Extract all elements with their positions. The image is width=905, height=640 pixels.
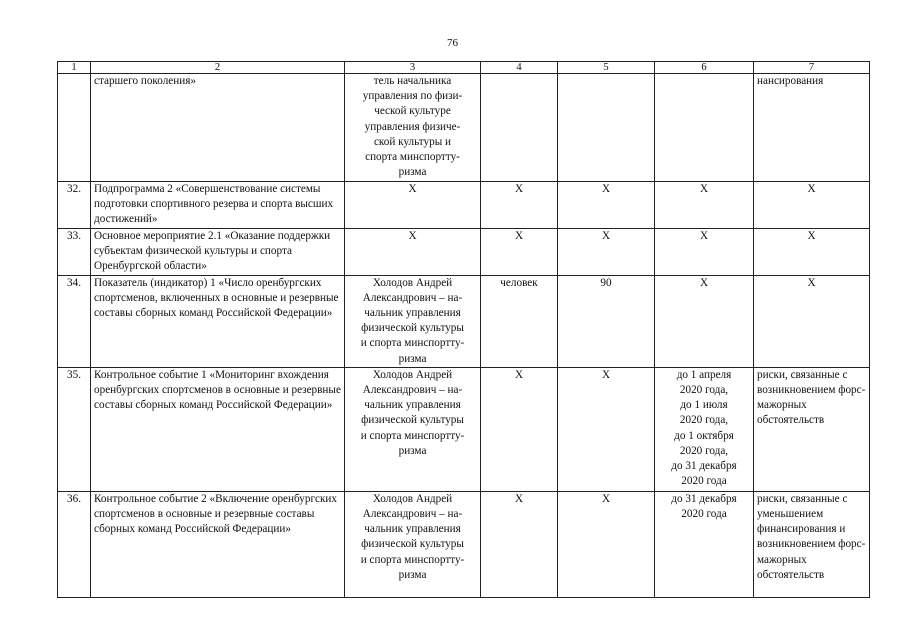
responsible-person: Х [345, 229, 481, 276]
column-header: 6 [655, 62, 754, 74]
deadline-cell: до 31 декабря 2020 года [655, 491, 754, 597]
item-name: Показатель (индикатор) 1 «Число оренбургских спортсменов, включенных в основные и резервные составы сборных команд Российской Федерации» [91, 275, 345, 367]
row-number: 35. [58, 367, 91, 491]
column-header: 2 [91, 62, 345, 74]
column-header: 4 [481, 62, 558, 74]
unit-cell: Х [481, 367, 558, 491]
deadline-cell: до 1 апреля 2020 года, до 1 июля 2020 года, до 1 октября 2020 года, до 31 декабря 2020 года [655, 367, 754, 491]
deadline-cell: Х [655, 182, 754, 229]
row-number [58, 74, 91, 182]
responsible-person: Х [345, 182, 481, 229]
column-header: 7 [754, 62, 870, 74]
table-row [58, 74, 870, 182]
table-row [58, 275, 870, 367]
risks-cell: риски, связанные с уменьшением финансирования и возникновением форс-мажорных обстоятельств [754, 491, 870, 597]
deadline-cell [655, 74, 754, 182]
item-name: Контрольное событие 2 «Включение оренбургских спортсменов в основные и резервные составы сборных команд Российской Федерации» [91, 491, 345, 597]
unit-cell [481, 74, 558, 182]
item-name: Основное мероприятие 2.1 «Оказание поддержки субъектам физической культуры и спорта Оренбургской области» [91, 229, 345, 276]
unit-cell: Х [481, 182, 558, 229]
risks-cell: нансирования [754, 74, 870, 182]
value-cell: Х [558, 182, 655, 229]
risks-cell: Х [754, 229, 870, 276]
table-row [58, 491, 870, 597]
table-row [58, 182, 870, 229]
header-row [58, 62, 870, 74]
column-header: 5 [558, 62, 655, 74]
deadline-cell: Х [655, 229, 754, 276]
item-name: старшего поколения» [91, 74, 345, 182]
column-header: 1 [58, 62, 91, 74]
value-cell [558, 74, 655, 182]
document-table [57, 61, 870, 598]
responsible-person: Холодов Андрей Александрович – на- чальник управления физической культуры и спорта минспортту- ризма [345, 275, 481, 367]
row-number: 36. [58, 491, 91, 597]
risks-cell: Х [754, 275, 870, 367]
item-name: Подпрограмма 2 «Совершенствование системы подготовки спортивного резерва и спорта высших достижений» [91, 182, 345, 229]
value-cell: 90 [558, 275, 655, 367]
page-number: 76 [447, 37, 458, 49]
row-number: 34. [58, 275, 91, 367]
responsible-person: Холодов Андрей Александрович – на- чальник управления физической культуры и спорта минспортту- ризма [345, 491, 481, 597]
row-number: 32. [58, 182, 91, 229]
deadline-cell: Х [655, 275, 754, 367]
value-cell: Х [558, 229, 655, 276]
unit-cell: Х [481, 229, 558, 276]
responsible-person: Холодов Андрей Александрович – на- чальник управления физической культуры и спорта минспортту- ризма [345, 367, 481, 491]
risks-cell: Х [754, 182, 870, 229]
row-number: 33. [58, 229, 91, 276]
risks-cell: риски, связанные с возникновением форс-мажорных обстоятельств [754, 367, 870, 491]
value-cell: Х [558, 367, 655, 491]
column-header: 3 [345, 62, 481, 74]
table-row [58, 229, 870, 276]
value-cell: Х [558, 491, 655, 597]
table-row [58, 367, 870, 491]
responsible-person: тель начальника управления по физи- ческой культуре управления физиче- ской культуры и спорта минспортту- ризма [345, 74, 481, 182]
item-name: Контрольное событие 1 «Мониторинг вхождения оренбургских спортсменов в основные и резервные составы сборных команд Российской Федерации» [91, 367, 345, 491]
unit-cell: человек [481, 275, 558, 367]
unit-cell: Х [481, 491, 558, 597]
